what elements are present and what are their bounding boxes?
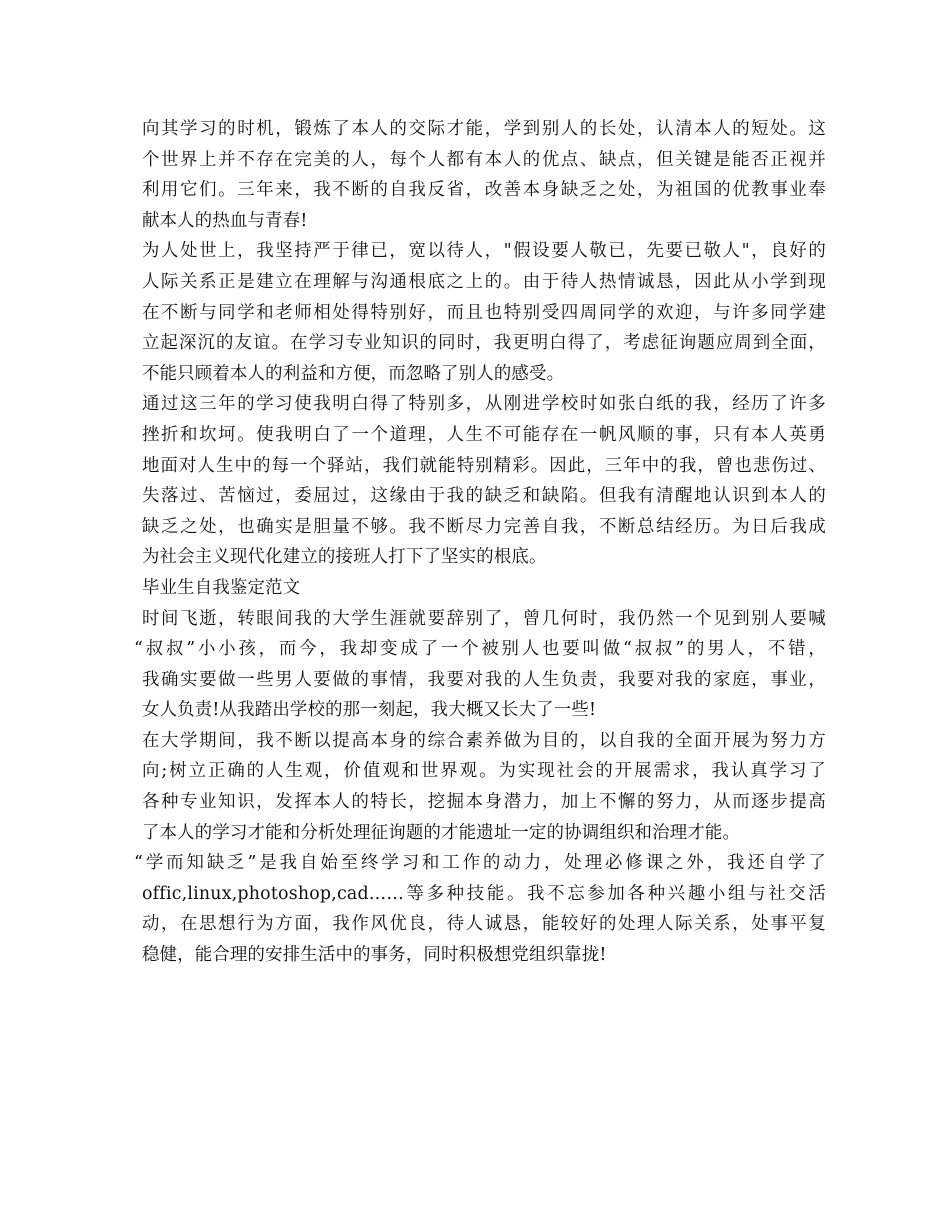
text-line: 不能只顾着本人的利益和方便，而忽略了别人的感受。 <box>142 363 565 384</box>
text-line: 我确实要做一些男人要做的事情，我要对我的人生负责，我要对我的家庭，事业， <box>142 669 826 690</box>
text-line: 人际关系正是建立在理解与沟通根底之上的。由于待人热情诚恳，因此从小学到现 <box>142 271 826 292</box>
text-line: 利用它们。三年来，我不断的自我反省，改善本身缺乏之处，为祖国的优教事业奉 <box>142 180 826 201</box>
text-line: 向其学习的时机，锻炼了本人的交际才能，学到别人的长处，认清本人的短处。这 <box>142 119 826 139</box>
text-line: 缺乏之处，也确实是胆量不够。我不断尽力完善自我，不断总结经历。为日后我成 <box>142 516 826 537</box>
text-line: 时间飞逝，转眼间我的大学生涯就要辞别了，曾几何时，我仍然一个见到别人要喊 <box>142 608 826 629</box>
text-line: 个世界上并不存在完美的人，每个人都有本人的优点、缺点，但关键是能否正视并 <box>142 149 826 170</box>
text-line: 失落过、苦恼过，委屈过，这缘由于我的缺乏和缺陷。但我有清醒地认识到本人的 <box>142 486 826 507</box>
text-line: 为社会主义现代化建立的接班人打下了坚实的根底。 <box>142 547 547 568</box>
text-line: 女人负责!从我踏出学校的那一刻起，我大概又长大了一些! <box>142 700 597 721</box>
text-line: 献本人的热血与青春! <box>142 210 308 231</box>
text-line: 在不断与同学和老师相处得特别好，而且也特别受四周同学的欢迎，与许多同学建 <box>142 302 826 323</box>
section-heading: 毕业生自我鉴定范文 <box>142 577 301 598</box>
document-body <box>134 114 826 971</box>
text-line: 稳健，能合理的安排生活中的事务，同时积极想党组织靠拢! <box>142 945 607 966</box>
text-line: 通过这三年的学习使我明白得了特别多，从刚进学校时如张白纸的我，经历了许多 <box>142 394 826 415</box>
text-line: “叔叔”小小孩，而今，我却变成了一个被别人也要叫做“叔叔”的男人，不错， <box>134 639 826 660</box>
text-line: 为人处世上，我坚持严于律已，宽以待人，"假设要人敬已，先要已敬人"，良好的 <box>142 241 826 262</box>
text-line: “学而知缺乏”是我自始至终学习和工作的动力，处理必修课之外，我还自学了 <box>134 853 826 874</box>
text-line: 立起深沉的友谊。在学习专业知识的同时，我更明白得了，考虑征询题应周到全面， <box>142 333 826 354</box>
text-line: 在大学期间，我不断以提高本身的综合素养做为目的，以自我的全面开展为努力方 <box>142 730 826 751</box>
text-line: 挫折和坎坷。使我明白了一个道理，人生不可能存在一帆风顺的事，只有本人英勇 <box>142 424 826 445</box>
text-line: offic,linux,photoshop,cad……等多种技能。我不忘参加各种兴趣小组与社交活 <box>142 883 826 904</box>
text-line: 地面对人生中的每一个驿站，我们就能特别精彩。因此，三年中的我，曾也悲伤过、 <box>142 455 826 476</box>
text-line: 向;树立正确的人生观，价值观和世界观。为实现社会的开展需求，我认真学习了 <box>142 761 826 782</box>
text-line: 了本人的学习才能和分析处理征询题的才能遗址一定的协调组织和治理才能。 <box>142 822 741 843</box>
text-line: 各种专业知识，发挥本人的特长，挖掘本身潜力，加上不懈的努力，从而逐步提高 <box>142 792 826 813</box>
text-line: 动，在思想行为方面，我作风优良，待人诚恳，能较好的处理人际关系，处事平复 <box>142 914 826 935</box>
